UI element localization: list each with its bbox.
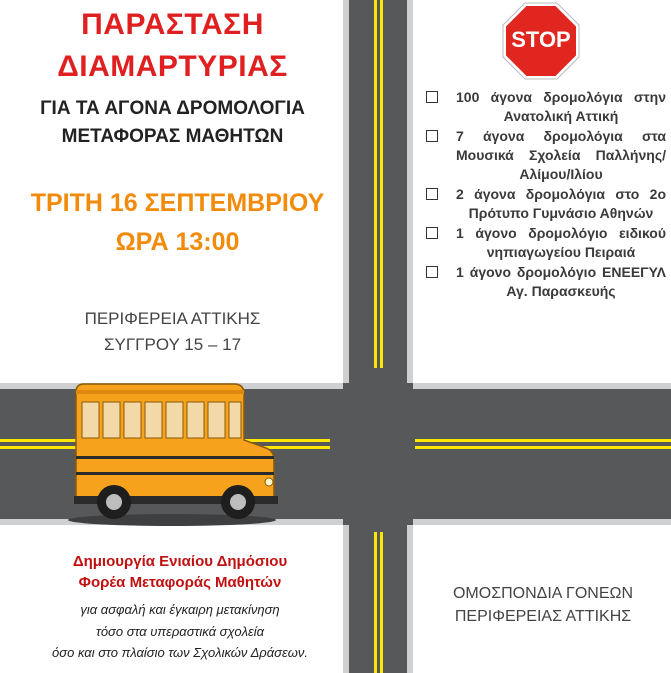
curb — [407, 525, 413, 673]
event-title: ΔΙΑΜΑΡΤΥΡΙΑΣ — [57, 50, 288, 83]
checkbox-icon — [426, 91, 438, 103]
event-subtitle: ΜΕΤΑΦΟΡΑΣ ΜΑΘΗΤΩΝ — [61, 126, 284, 147]
event-address: ΣΥΓΓΡΟΥ 15 – 17 — [103, 335, 242, 354]
demand-text: Δημιουργία Ενιαίου Δημόσιου — [72, 553, 288, 570]
checkbox-icon — [426, 266, 438, 278]
list-item — [424, 185, 666, 223]
checkbox-icon — [426, 188, 438, 200]
demand-note: για ασφαλή και έγκαιρη μετακίνηση — [80, 602, 280, 617]
event-title: ΠΑΡΑΣΤΑΣΗ — [81, 8, 264, 41]
lane-marking — [380, 0, 383, 368]
route-text: 1 άγονο δρομολόγιο ειδικού νηπιαγωγείου Πειραιά — [456, 225, 666, 260]
list-item — [424, 127, 666, 184]
checkbox-icon — [426, 130, 438, 142]
lane-marking — [415, 439, 671, 442]
list-item — [424, 263, 666, 301]
route-text: 1 άγονο δρομολόγιο ΕΝΕΕΓΥΛ Αγ. Παρασκευής — [456, 264, 666, 299]
lane-marking — [374, 0, 377, 368]
demand-text: Φορέα Μεταφοράς Μαθητών — [78, 574, 282, 591]
route-text: 2 άγονα δρομολόγια στο 2ο Πρότυπο Γυμνάσιο Αθηνών — [456, 186, 666, 221]
lane-marking — [380, 532, 383, 673]
demand-note: τόσο στα υπεραστικά σχολεία — [95, 624, 265, 639]
organizer-name: ΠΕΡΙΦΕΡΕΙΑΣ ΑΤΤΙΚΗΣ — [454, 608, 632, 625]
event-time: ΩΡΑ 13:00 — [115, 228, 240, 256]
list-item — [424, 88, 666, 126]
school-bus-icon — [62, 378, 282, 528]
event-place: ΠΕΡΙΦΕΡΕΙΑ ΑΤΤΙΚΗΣ — [84, 309, 261, 328]
lane-marking — [374, 532, 377, 673]
checkbox-icon — [426, 227, 438, 239]
demand-note: όσο και στο πλαίσιο των Σχολικών Δράσεων. — [52, 645, 308, 660]
organizer-name: ΟΜΟΣΠΟΝΔΙΑ ΓΟΝΕΩΝ — [452, 585, 634, 602]
route-text: 7 άγονα δρομολόγια στα Μουσικά Σχολεία Παλλήνης/Αλίμου/Ιλίου — [456, 128, 666, 182]
stop-sign-text: STOP — [511, 27, 571, 52]
list-item — [424, 224, 666, 262]
lane-marking — [415, 446, 671, 449]
curb — [407, 0, 413, 383]
curb — [413, 519, 671, 525]
stop-sign-icon — [502, 2, 580, 80]
route-text: 100 άγονα δρομολόγια στην Ανατολική Αττική — [456, 89, 666, 124]
event-subtitle: ΓΙΑ ΤΑ ΑΓΟΝΑ ΔΡΟΜΟΛΟΓΙΑ — [40, 98, 305, 119]
curb — [413, 383, 671, 389]
routes-list — [424, 88, 666, 302]
event-date: ΤΡΙΤΗ 16 ΣΕΠΤΕΜΒΡΙΟΥ — [30, 189, 325, 217]
